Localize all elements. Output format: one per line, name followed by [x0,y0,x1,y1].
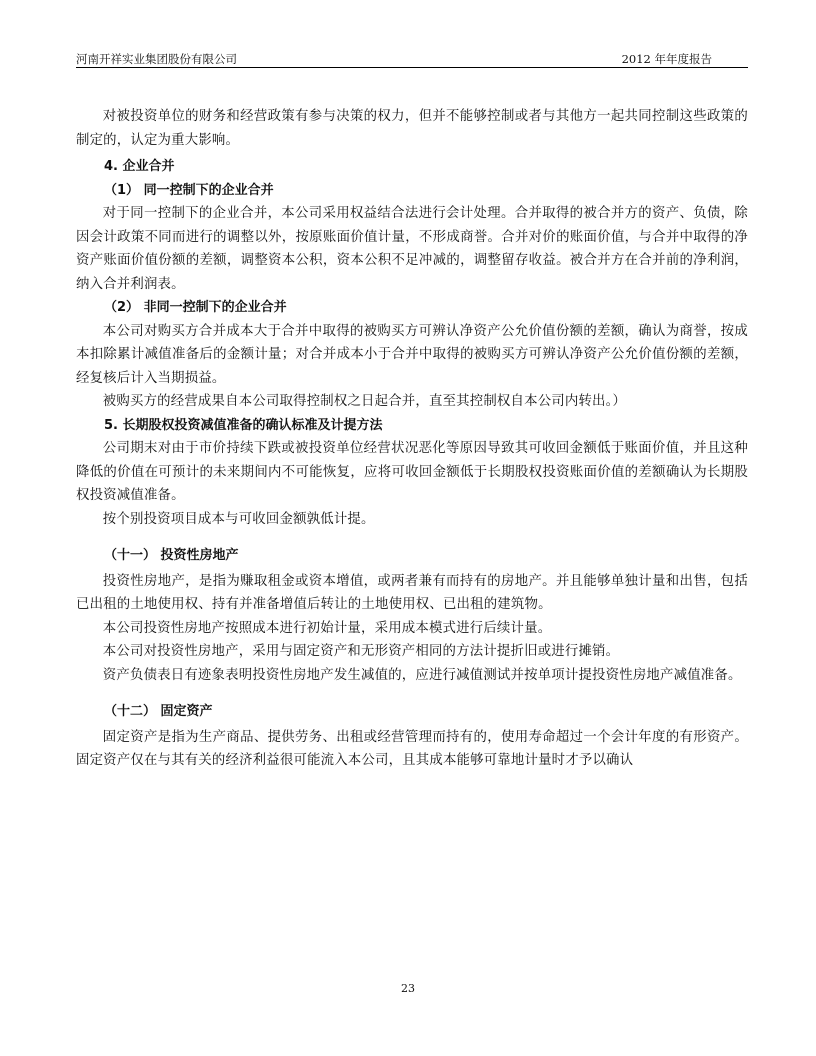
heading-business-combination: 4. 企业合并 [104,159,175,174]
paragraph-non-same-control-goodwill: 本公司对购买方合并成本大于合并中取得的被购买方可辨认净资产公允价值份额的差额，确认为商誉，按成本扣除累计减值准备后的金额计量；对合并成本小于合并中取得的被购买方可辨认净资产公允价值份额的差额，经复核后计入当期损益。 [76,323,748,386]
heading-non-same-control: （2） 非同一控制下的企业合并 [104,300,287,315]
paragraph-investment-property-impairment: 资产负债表日有迹象表明投资性房地产发生减值的，应进行减值测试并按单项计提投资性房地产减值准备。 [102,667,742,683]
paragraph-investment-property-measurement: 本公司投资性房地产按照成本进行初始计量，采用成本模式进行后续计量。 [102,620,552,636]
paragraph-impairment-recognition: 公司期末对由于市价持续下跌或被投资单位经营状况恶化等原因导致其可收回金额低于账面价值，并且这种降低的价值在可预计的未来期间内不可能恢复，应将可收回金额低于长期股权投资账面价值的差额确认为长期股权投资减值准备。 [76,441,748,503]
heading-investment-property: （十一） 投资性房地产 [104,548,239,563]
page-header [76,51,748,68]
paragraph-impairment-method: 按个别投资项目成本与可收回金额孰低计提。 [102,511,375,527]
paragraph-investment-property-definition: 投资性房地产，是指为赚取租金或资本增值，或两者兼有而持有的房地产。并且能够单独计量和出售，包括已出租的土地使用权、持有并准备增值后转让的土地使用权、已出租的建筑物。 [76,573,748,612]
page-number: 23 [401,982,415,995]
paragraph-significant-influence: 对被投资单位的财务和经营政策有参与决策的权力，但并不能够控制或者与其他方一起共同控制这些政策的制定的，认定为重大影响。 [76,109,748,148]
company-name: 河南开祥实业集团股份有限公司 [76,52,237,66]
paragraph-same-control: 对于同一控制下的企业合并，本公司采用权益结合法进行会计处理。合并取得的被合并方的资产、负债，除因会计政策不同而进行的调整以外，按原账面价值计量，不形成商誉。合并对价的账面价值，与合并中取得的净资产账面价值份额的差额，调整资本公积，资本公积不足冲减的，调整留存收益。被合并方在合并前的净利润，纳入合并利润表。 [76,206,748,292]
paragraph-fixed-assets: 固定资产是指为生产商品、提供劳务、出租或经营管理而持有的，使用寿命超过一个会计年度的有形资产。固定资产仅在与其有关的经济利益很可能流入本公司，且其成本能够可靠地计量时才予以确认 [76,729,748,768]
heading-same-control: （1） 同一控制下的企业合并 [104,182,274,198]
paragraph-non-same-control-results: 被购买方的经营成果自本公司取得控制权之日起合并，直至其控制权自本公司内转出。） [102,394,627,409]
report-title: 2012 年年度报告 [621,52,712,66]
document-body [76,105,748,773]
paragraph-investment-property-depreciation: 本公司对投资性房地产，采用与固定资产和无形资产相同的方法计提折旧或进行摊销。 [102,644,620,659]
heading-fixed-assets: （十二） 固定资产 [104,704,213,719]
heading-impairment: 5. 长期股权投资减值准备的确认标准及计提方法 [104,417,383,433]
